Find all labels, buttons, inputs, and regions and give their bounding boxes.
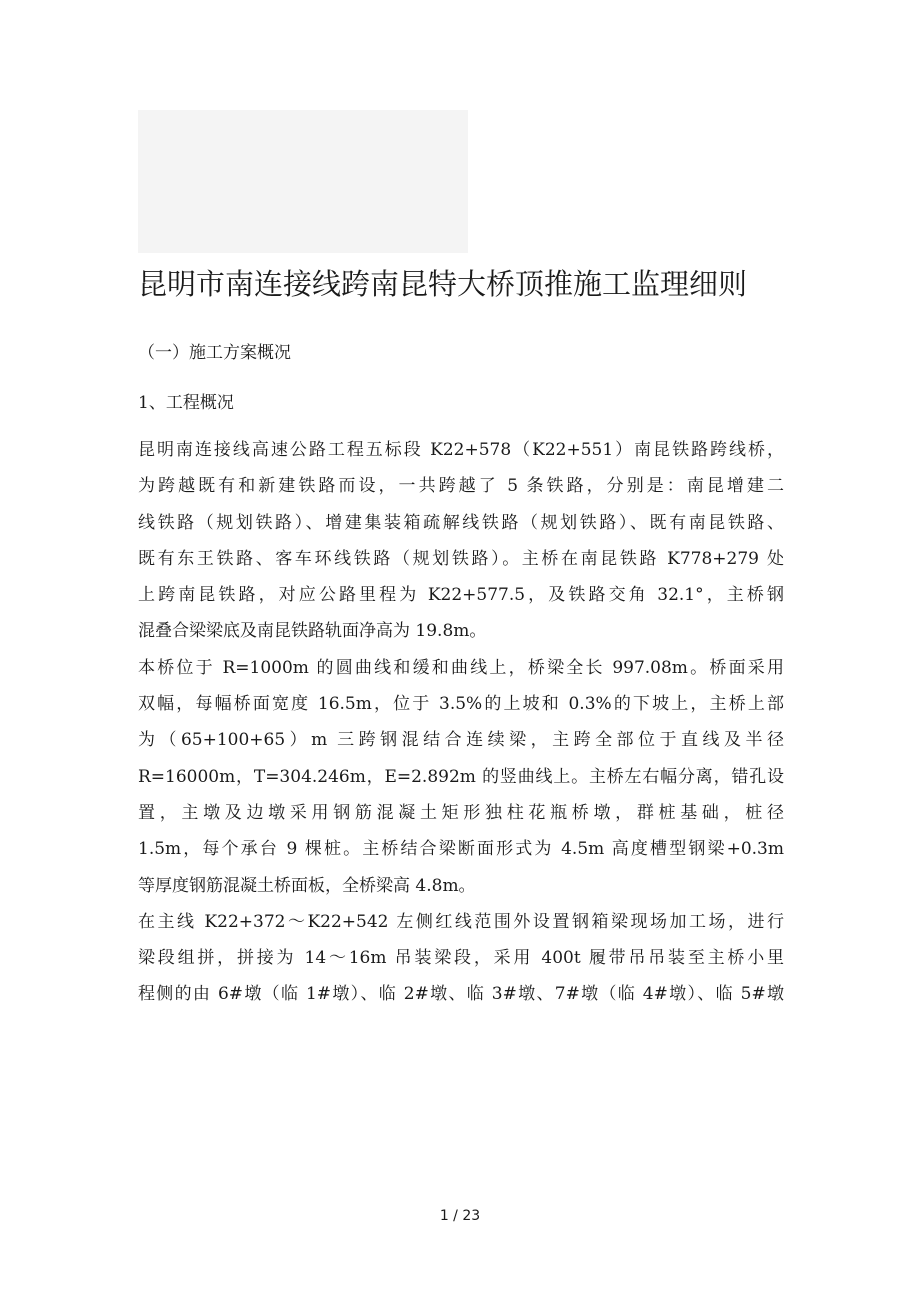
- paragraph-line: 双幅，每幅桥面宽度 16.5m，位于 3.5%的上坡和 0.3%的下坡上，主桥上部: [138, 694, 784, 715]
- paragraph-line: 1.5m，每个承台 9 棵桩。主桥结合梁断面形式为 4.5m 高度槽型钢梁+0.3m: [138, 839, 784, 860]
- section-heading: （一）施工方案概况: [138, 343, 291, 363]
- paragraph-line: R=16000m，T=304.246m，E=2.892m 的竖曲线上。主桥左右幅分离，错孔设: [138, 766, 784, 787]
- paragraph-line: 在主线 K22+372～K22+542 左侧红线范围外设置钢箱梁现场加工场，进行: [138, 911, 784, 932]
- header-image-placeholder: [138, 110, 468, 253]
- paragraph-line: 上跨南昆铁路，对应公路里程为 K22+577.5，及铁路交角 32.1°，主桥钢: [138, 585, 784, 606]
- paragraph-line: 程侧的由 6#墩（临 1#墩）、临 2#墩、临 3#墩、7#墩（临 4#墩）、临 5#墩: [138, 984, 784, 1005]
- paragraph-project-overview: [138, 432, 784, 650]
- paragraph-bridge-description: [138, 650, 784, 904]
- subsection-heading: 1、工程概况: [138, 393, 234, 413]
- paragraph-line: 昆明南连接线高速公路工程五标段 K22+578（K22+551）南昆铁路跨线桥，: [138, 440, 784, 460]
- paragraph-line: 等厚度钢筋混凝土桥面板，全桥梁高 4.8m。: [138, 875, 476, 896]
- paragraph-line: 为（65+100+65）m 三跨钢混结合连续梁，主跨全部位于直线及半径: [138, 730, 784, 751]
- paragraph-construction-site: [138, 904, 784, 1013]
- paragraph-line: 置，主墩及边墩采用钢筋混凝土矩形独柱花瓶桥墩，群桩基础，桩径: [138, 802, 784, 823]
- paragraph-line: 线铁路（规划铁路）、增建集装箱疏解线铁路（规划铁路）、既有南昆铁路、: [138, 512, 784, 533]
- paragraph-line: 梁段组拼，拼接为 14～16m 吊装梁段，采用 400t 履带吊吊装至主桥小里: [138, 948, 784, 969]
- page-number: 1 / 23: [439, 1208, 481, 1224]
- paragraph-line: 本桥位于 R=1000m 的圆曲线和缓和曲线上，桥梁全长 997.08m。桥面采用: [138, 657, 784, 678]
- paragraph-line: 既有东王铁路、客车环线铁路（规划铁路）。主桥在南昆铁路 K778+279 处: [138, 548, 784, 569]
- document-body: [138, 432, 784, 1013]
- paragraph-line: 混叠合梁梁底及南昆铁路轨面净高为 19.8m。: [138, 621, 487, 642]
- document-title: 昆明市南连接线跨南昆特大桥顶推施工监理细则: [138, 267, 748, 301]
- paragraph-line: 为跨越既有和新建铁路而设，一共跨越了 5 条铁路，分别是：南昆增建二: [138, 476, 784, 497]
